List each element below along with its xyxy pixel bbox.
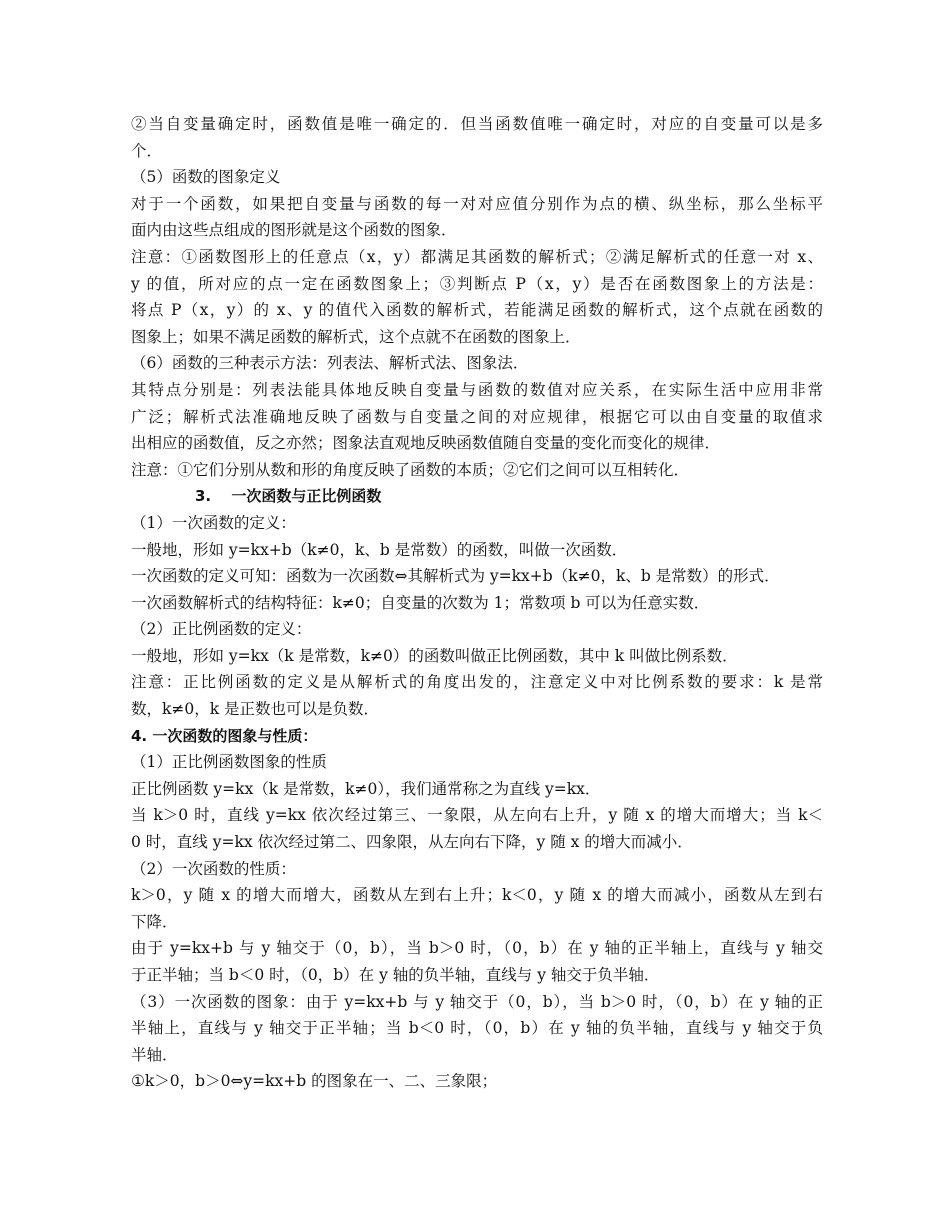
- paragraph-line: 一般地，形如 y=kx+b（k≠0，k、b 是常数）的函数，叫做一次函数．: [131, 540, 628, 559]
- paragraph-line: k＞0，y 随 x 的增大而增大，函数从左到右上升；k＜0，y 随 x 的增大而减小，函数从左到右: [131, 886, 823, 905]
- paragraph-line: 正比例函数 y=kx（k 是常数，k≠0），我们通常称之为直线 y=kx．: [131, 779, 601, 798]
- subsection-heading: （6）函数的三种表示方法：列表法、解析式法、图象法．: [131, 354, 529, 373]
- paragraph-line: 半轴．: [131, 1045, 178, 1064]
- paragraph-line: y 的值，所对应的点一定在函数图象上；③判断点 P（x，y）是否在函数图象上的方法是：: [131, 274, 823, 293]
- subsection-heading: （2）一次函数的性质：: [131, 859, 296, 878]
- document-body: [131, 111, 823, 1095]
- subsection-heading: （5）函数的图象定义: [131, 168, 281, 187]
- paragraph-line: 注意：①函数图形上的任意点（x，y）都满足其函数的解析式；②满足解析式的任意一对 x、: [131, 247, 823, 266]
- paragraph-line: 注意：①它们分别从数和形的角度反映了函数的本质；②它们之间可以互相转化．: [131, 460, 690, 479]
- paragraph-line: 一般地，形如 y=kx（k 是常数，k≠0）的函数叫做正比例函数，其中 k 叫做比例系数．: [131, 646, 738, 665]
- paragraph-line: 数，k≠0，k 是正数也可以是负数．: [131, 700, 380, 719]
- paragraph-line: 由于 y=kx+b 与 y 轴交于（0，b），当 b＞0 时，（0，b）在 y 轴的正半轴上，直线与 y 轴交: [131, 939, 823, 958]
- subsection-heading: （1）一次函数的定义：: [131, 513, 296, 532]
- paragraph-line: 于正半轴；当 b＜0 时，（0，b）在 y 轴的负半轴，直线与 y 轴交于负半轴．: [131, 966, 660, 984]
- paragraph-line: 将点 P（x，y）的 x、y 的值代入函数的解析式，若能满足函数的解析式，这个点就在函数的: [131, 301, 823, 320]
- paragraph-line: 出相应的函数值，反之亦然；图象法直观地反映函数值随自变量的变化而变化的规律．: [131, 434, 721, 453]
- paragraph-line: 当 k＞0 时，直线 y=kx 依次经过第三、一象限，从左向右上升，y 随 x 的增大而增大；当 k＜: [131, 806, 823, 825]
- subsection-heading: （1）正比例函数图象的性质: [131, 753, 327, 772]
- section-heading: 3. 一次函数与正比例函数: [195, 487, 382, 506]
- paragraph-line: （3）一次函数的图象：由于 y=kx+b 与 y 轴交于（0，b），当 b＞0 时，（0，b）在 y 轴的正: [131, 992, 823, 1011]
- paragraph-line: 个．: [131, 141, 163, 160]
- paragraph-line: 下降．: [131, 912, 178, 931]
- paragraph-line: ②当自变量确定时，函数值是唯一确定的．但当函数值唯一确定时，对应的自变量可以是多: [131, 115, 823, 133]
- paragraph-line: 对于一个函数，如果把自变量与函数的每一对对应值分别作为点的横、纵坐标，那么坐标平: [131, 194, 823, 213]
- subsection-heading: （2）正比例函数的定义：: [131, 620, 312, 639]
- section-heading: 4. 一次函数的图象与性质：: [131, 726, 318, 745]
- paragraph-line: 其特点分别是：列表法能具体地反映自变量与函数的数值对应关系，在实际生活中应用非常: [131, 380, 823, 399]
- paragraph-line: 面内由这些点组成的图形就是这个函数的图象．: [131, 221, 457, 240]
- paragraph-line: 注意：正比例函数的定义是从解析式的角度出发的，注意定义中对比例系数的要求：k 是常: [131, 673, 823, 692]
- paragraph-line: 一次函数解析式的结构特征：k≠0；自变量的次数为 1；常数项 b 可以为任意实数．: [131, 593, 710, 612]
- paragraph-line: ①k＞0，b＞0⇔y=kx+b 的图象在一、二、三象限；: [131, 1072, 498, 1091]
- paragraph-line: 图象上；如果不满足函数的解析式，这个点就不在函数的图象上．: [131, 327, 581, 346]
- paragraph-line: 半轴上，直线与 y 轴交于正半轴；当 b＜0 时，（0，b）在 y 轴的负半轴，直线与 y 轴交于负: [131, 1019, 823, 1038]
- paragraph-line: 一次函数的定义可知：函数为一次函数⇔其解析式为 y=kx+b（k≠0，k、b 是常数）的形式．: [131, 567, 780, 586]
- paragraph-line: 广泛；解析式法准确地反映了函数与自变量之间的对应规律，根据它可以由自变量的取值求: [131, 407, 823, 426]
- paragraph-line: 0 时，直线 y=kx 依次经过第二、四象限，从左向右下降，y 随 x 的增大而减小．: [131, 833, 693, 852]
